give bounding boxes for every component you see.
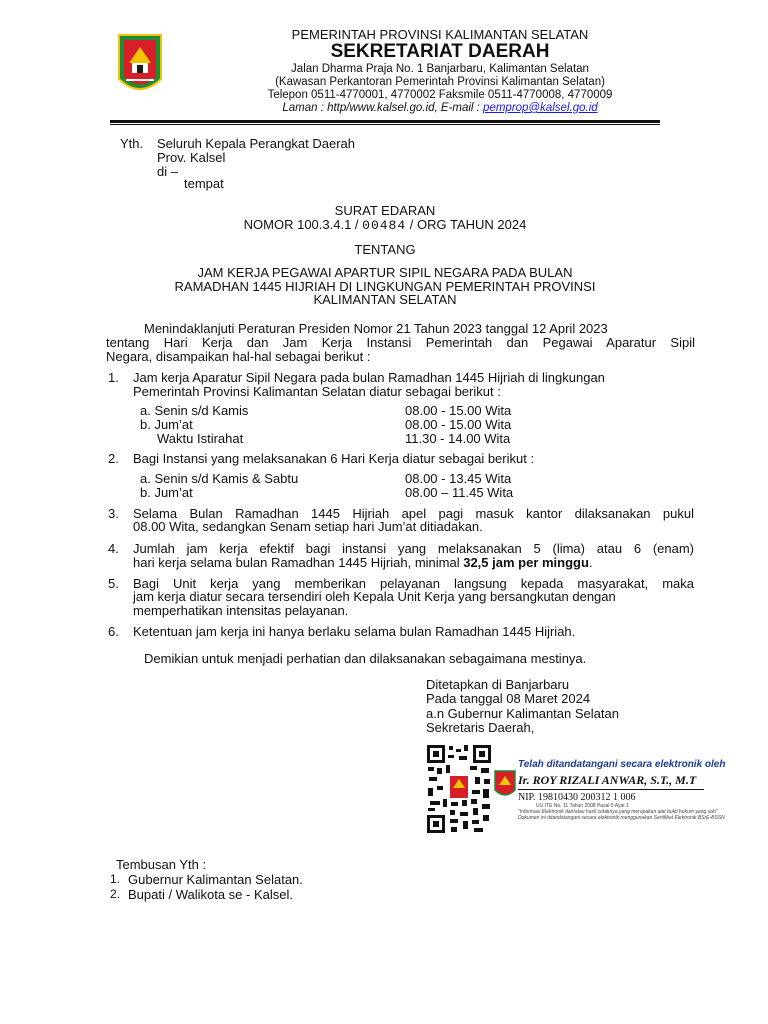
letterhead-website — [240, 102, 640, 115]
p1-row-label: Waktu Istirahat — [157, 431, 244, 446]
point-4-text: hari kerja selama bulan Ramadhan 1445 Hijriah, minimal — [133, 555, 464, 570]
point-5-line-2: jam kerja diatur secara tersendiri oleh Kepala Unit Kerja yang bersangkutan dengan — [133, 589, 616, 604]
recipient-line-1: Seluruh Kepala Perangkat Daerah — [157, 136, 356, 151]
point-6-line-1: Ketentuan jam kerja ini hanya berlaku selama bulan Ramadhan 1445 Hijriah. — [133, 624, 576, 639]
point-1-line-1: Jam kerja Aparatur Sipil Negara pada bulan Ramadhan 1445 Hijriah di lingkungan — [133, 370, 605, 385]
signature-date: Pada tanggal 08 Maret 2024 — [426, 691, 591, 706]
website-text: Laman : http/www.kalsel.go.id, E-mail : — [282, 102, 484, 114]
legal-quote: "Informasi Elektronik dan/atau hasil cetaknya yang merupakan alat bukti hukum yang sah" — [518, 809, 718, 815]
letterhead-rule-thick — [110, 120, 660, 123]
point-4-number: 4. — [108, 541, 119, 556]
letterhead-rule-thin — [110, 124, 660, 125]
doc-tentang: TENTANG — [354, 242, 416, 257]
intro-line-2: tentang Hari Kerja dan Jam Kerja Instansi Pemerintah dan Pegawai Aparatur Sipil — [106, 335, 695, 350]
p1-row-time: 08.00 - 15.00 Wita — [405, 417, 512, 432]
doc-number — [110, 217, 660, 233]
signer-nip: NIP. 19810430 200312 1 006 — [518, 792, 636, 803]
point-4-line-2 — [133, 555, 593, 570]
point-4-bold-hours: 32,5 jam per minggu — [463, 555, 589, 570]
doc-subject-3: KALIMANTAN SELATAN — [313, 292, 457, 307]
point-4-line-1: Jumlah jam kerja efektif bagi instansi yang melaksanakan 5 (lima) atau 6 (enam) — [133, 541, 694, 556]
point-3-number: 3. — [108, 506, 119, 521]
signer-name: Ir. ROY RIZALI ANWAR, S.T., M.T — [518, 773, 697, 787]
point-5-line-1: Bagi Unit kerja yang memberikan pelayanan langsung kepada masyarakat, maka — [133, 576, 694, 591]
point-3-line-2: 08.00 Wita, sedangkan Senam setiap hari Jum’at ditiadakan. — [133, 519, 483, 534]
p1-row-label: a. Senin s/d Kamis — [140, 403, 249, 418]
cc-item: Gubernur Kalimantan Selatan. — [128, 872, 303, 887]
doc-subject-1: JAM KERJA PEGAWAI APARTUR SIPIL NEGARA PADA BULAN — [197, 265, 573, 280]
closing-statement: Demikian untuk menjadi perhatian dan dilaksanakan sebagaimana mestinya. — [144, 651, 587, 666]
letterhead-government: PEMERINTAH PROVINSI KALIMANTAN SELATAN — [291, 27, 589, 42]
point-1-line-2: Pemerintah Provinsi Kalimantan Selatan diatur sebagai berikut : — [133, 384, 501, 399]
signature-position: Sekretaris Daerah, — [426, 720, 535, 735]
point-2-line-1: Bagi Instansi yang melaksanakan 6 Hari Kerja diatur sebagai berikut : — [133, 451, 535, 466]
letterhead-phone: Telepon 0511-4770001, 4770002 Faksmile 0511-4770008, 4770009 — [267, 89, 613, 101]
p1-row-time: 08.00 - 15.00 Wita — [405, 403, 512, 418]
doc-type: SURAT EDARAN — [334, 203, 436, 218]
legal-basis: UU ITE No. 11 Tahun 2008 Pasal 5 Ayat 1 — [536, 803, 629, 809]
letterhead-office: SEKRETARIAT DAERAH — [330, 41, 550, 62]
legal-certificate: Dokumen ini ditandatangani secara elektronik menggunakan Sertifikat Elektronik BSrE-BSSN — [518, 815, 725, 821]
letterhead-area: (Kawasan Perkantoran Pemerintah Provinsi Kalimantan Selatan) — [275, 76, 605, 88]
signature-on-behalf: a.n Gubernur Kalimantan Selatan — [426, 706, 619, 721]
point-5-number: 5. — [108, 576, 119, 591]
recipient-line-4: tempat — [184, 176, 224, 191]
cc-item-number: 2. — [110, 887, 121, 901]
doc-subject-2: RAMADHAN 1445 HIJRIAH DI LINGKUNGAN PEMERINTAH PROVINSI — [174, 279, 596, 294]
p2-row-label: b. Jum’at — [140, 485, 193, 500]
point-2-number: 2. — [108, 451, 119, 466]
point-4-period: . — [588, 555, 593, 570]
p1-row-time: 11.30 - 14.00 Wita — [405, 431, 511, 446]
e-signature-note: Telah ditandatangani secara elektronik oleh — [518, 759, 726, 770]
cc-item-number: 1. — [110, 872, 121, 886]
bsre-emblem-icon — [494, 770, 516, 800]
qr-code-icon — [426, 744, 492, 834]
p1-row-label: b. Jum’at — [140, 417, 193, 432]
provincial-coat-of-arms-icon — [117, 33, 163, 99]
point-3-line-1: Selama Bulan Ramadhan 1445 Hijriah apel pagi masuk kantor dilaksanakan pukul — [133, 506, 694, 521]
email-link[interactable]: pemprop@kalsel.go.id — [483, 102, 598, 114]
intro-line-1: Menindaklanjuti Peraturan Presiden Nomor 21 Tahun 2023 tanggal 12 April 2023 — [144, 321, 608, 336]
cc-item: Bupati / Walikota se - Kalsel. — [128, 887, 293, 902]
doc-number-value: 00484 — [362, 218, 407, 233]
point-6-number: 6. — [108, 624, 119, 639]
doc-number-suffix: / ORG TAHUN 2024 — [406, 217, 527, 232]
p2-row-time: 08.00 - 13.45 Wita — [405, 471, 512, 486]
p2-row-time: 08.00 – 11.45 Wita — [405, 485, 514, 500]
cc-title: Tembusan Yth : — [116, 857, 207, 872]
signature-place: Ditetapkan di Banjarbaru — [426, 677, 570, 692]
p2-row-label: a. Senin s/d Kamis & Sabtu — [140, 471, 299, 486]
recipient-yth: Yth. — [120, 136, 144, 151]
letterhead-address: Jalan Dharma Praja No. 1 Banjarbaru, Kalimantan Selatan — [291, 63, 589, 75]
recipient-line-3: di – — [157, 164, 178, 179]
recipient-line-2: Prov. Kalsel — [157, 150, 226, 165]
point-1-number: 1. — [108, 370, 119, 385]
point-5-line-3: memperhatikan intensitas pelayanan. — [133, 603, 349, 618]
doc-number-prefix: NOMOR 100.3.4.1 / — [243, 217, 363, 232]
signer-underline — [518, 789, 704, 790]
intro-line-3: Negara, disampaikan hal-hal sebagai berikut : — [106, 349, 371, 364]
